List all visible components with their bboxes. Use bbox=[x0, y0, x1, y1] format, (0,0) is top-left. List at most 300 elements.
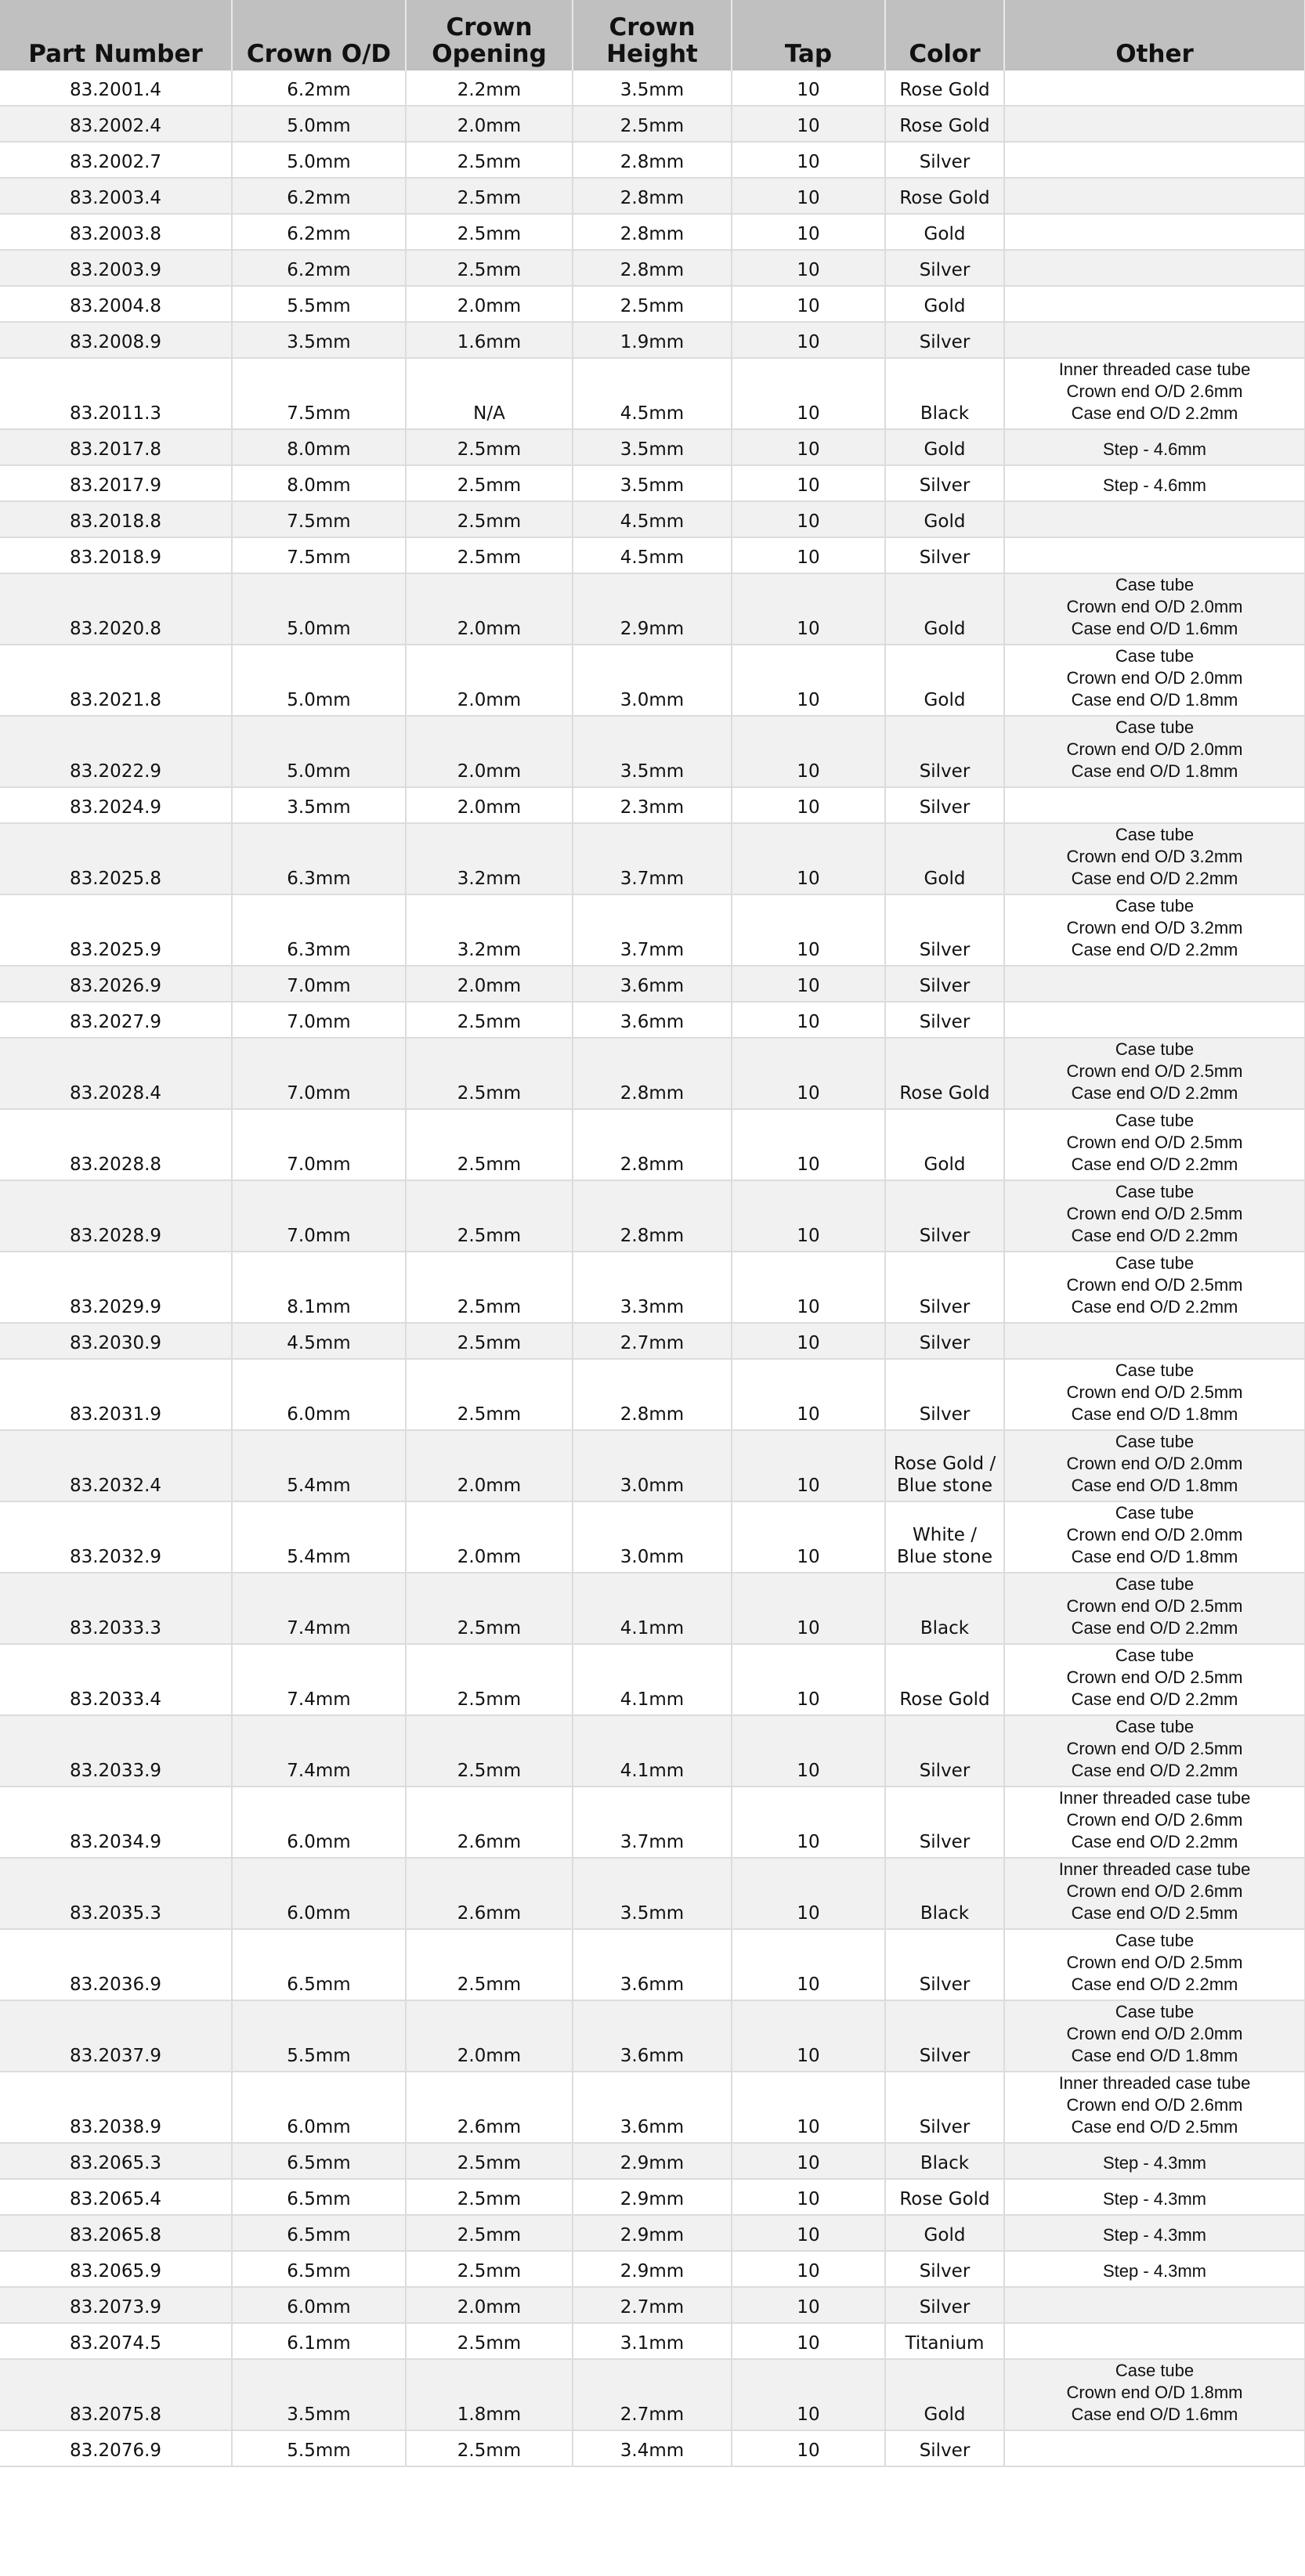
crown-od-cell: 7.0mm bbox=[232, 1002, 406, 1038]
other-cell: Case tube Crown end O/D 1.8mm Case end O/D 1.6mm bbox=[1004, 2359, 1305, 2430]
tap-cell: 10 bbox=[732, 573, 885, 645]
crown-opening-cell: 2.5mm bbox=[406, 178, 573, 214]
tap-cell: 10 bbox=[732, 2000, 885, 2072]
tap-cell: 10 bbox=[732, 1002, 885, 1038]
tap-cell: 10 bbox=[732, 1180, 885, 1252]
tap-cell: 10 bbox=[732, 716, 885, 787]
crown-opening-cell: 1.8mm bbox=[406, 2359, 573, 2430]
table-row bbox=[0, 178, 1305, 214]
color-cell: Gold bbox=[885, 2359, 1004, 2430]
crown-height-cell: 3.3mm bbox=[573, 1252, 732, 1323]
crown-height-cell: 4.1mm bbox=[573, 1644, 732, 1715]
part-number-cell: 83.2033.9 bbox=[0, 1715, 232, 1787]
crown-od-cell: 6.5mm bbox=[232, 2215, 406, 2251]
table-row bbox=[0, 1858, 1305, 1929]
other-cell: Inner threaded case tube Crown end O/D 2.6mm Case end O/D 2.2mm bbox=[1004, 1787, 1305, 1858]
crown-height-cell: 2.9mm bbox=[573, 2251, 732, 2287]
crown-height-cell: 3.0mm bbox=[573, 1430, 732, 1501]
other-cell bbox=[1004, 2323, 1305, 2359]
table-row bbox=[0, 1002, 1305, 1038]
table-row bbox=[0, 1644, 1305, 1715]
table-row bbox=[0, 2000, 1305, 2072]
part-number-cell: 83.2025.8 bbox=[0, 823, 232, 894]
crown-height-cell: 2.8mm bbox=[573, 1359, 732, 1430]
column-header-other: Other bbox=[1004, 0, 1305, 70]
crown-od-cell: 6.0mm bbox=[232, 1858, 406, 1929]
crown-height-cell: 3.5mm bbox=[573, 1858, 732, 1929]
part-number-cell: 83.2025.9 bbox=[0, 894, 232, 966]
crown-height-cell: 2.7mm bbox=[573, 2287, 732, 2323]
tap-cell: 10 bbox=[732, 1501, 885, 1573]
crown-height-cell: 2.8mm bbox=[573, 1180, 732, 1252]
crown-height-cell: 3.5mm bbox=[573, 70, 732, 106]
other-cell: Case tube Crown end O/D 2.5mm Case end O/D 2.2mm bbox=[1004, 1109, 1305, 1180]
crown-opening-cell: 2.0mm bbox=[406, 1430, 573, 1501]
part-number-cell: 83.2003.4 bbox=[0, 178, 232, 214]
other-cell: Case tube Crown end O/D 2.5mm Case end O/D 2.2mm bbox=[1004, 1715, 1305, 1787]
crown-opening-cell: 2.5mm bbox=[406, 1359, 573, 1430]
color-cell: Gold bbox=[885, 214, 1004, 250]
part-number-cell: 83.2017.8 bbox=[0, 429, 232, 465]
crown-opening-cell: 1.6mm bbox=[406, 322, 573, 358]
color-cell: Gold bbox=[885, 286, 1004, 322]
crown-opening-cell: 2.0mm bbox=[406, 2287, 573, 2323]
part-number-cell: 83.2065.4 bbox=[0, 2179, 232, 2215]
other-cell: Case tube Crown end O/D 2.0mm Case end O/D 1.6mm bbox=[1004, 573, 1305, 645]
part-number-cell: 83.2037.9 bbox=[0, 2000, 232, 2072]
part-number-cell: 83.2018.9 bbox=[0, 537, 232, 573]
crown-height-cell: 3.6mm bbox=[573, 1929, 732, 2000]
crown-opening-cell: 2.5mm bbox=[406, 1002, 573, 1038]
other-cell bbox=[1004, 501, 1305, 537]
crown-od-cell: 7.0mm bbox=[232, 966, 406, 1002]
table-row bbox=[0, 250, 1305, 286]
crown-opening-cell: 2.5mm bbox=[406, 1038, 573, 1109]
crown-opening-cell: 2.0mm bbox=[406, 787, 573, 823]
tap-cell: 10 bbox=[732, 537, 885, 573]
other-cell bbox=[1004, 178, 1305, 214]
crown-opening-cell: 3.2mm bbox=[406, 894, 573, 966]
crown-od-cell: 7.5mm bbox=[232, 501, 406, 537]
crown-opening-cell: 2.5mm bbox=[406, 142, 573, 178]
table-row bbox=[0, 106, 1305, 142]
other-cell bbox=[1004, 537, 1305, 573]
table-row bbox=[0, 465, 1305, 501]
table-row bbox=[0, 823, 1305, 894]
crown-opening-cell: 2.5mm bbox=[406, 2323, 573, 2359]
part-number-cell: 83.2004.8 bbox=[0, 286, 232, 322]
crown-opening-cell: 2.5mm bbox=[406, 1109, 573, 1180]
crown-height-cell: 3.4mm bbox=[573, 2430, 732, 2466]
other-cell: Case tube Crown end O/D 2.5mm Case end O/D 2.2mm bbox=[1004, 1038, 1305, 1109]
table-row bbox=[0, 716, 1305, 787]
tap-cell: 10 bbox=[732, 142, 885, 178]
other-cell bbox=[1004, 966, 1305, 1002]
tap-cell: 10 bbox=[732, 1359, 885, 1430]
crown-opening-cell: 2.5mm bbox=[406, 429, 573, 465]
column-header-crown-od: Crown O/D bbox=[232, 0, 406, 70]
color-cell: Black bbox=[885, 358, 1004, 429]
crown-height-cell: 2.9mm bbox=[573, 2179, 732, 2215]
other-cell: Case tube Crown end O/D 2.0mm Case end O/D 1.8mm bbox=[1004, 645, 1305, 716]
column-header-color: Color bbox=[885, 0, 1004, 70]
other-cell: Step - 4.3mm bbox=[1004, 2179, 1305, 2215]
part-number-cell: 83.2001.4 bbox=[0, 70, 232, 106]
table-row bbox=[0, 966, 1305, 1002]
table-row bbox=[0, 322, 1305, 358]
other-cell bbox=[1004, 250, 1305, 286]
tap-cell: 10 bbox=[732, 2215, 885, 2251]
part-number-cell: 83.2002.4 bbox=[0, 106, 232, 142]
part-number-cell: 83.2031.9 bbox=[0, 1359, 232, 1430]
color-cell: Silver bbox=[885, 966, 1004, 1002]
column-header-crown-height: Crown Height bbox=[573, 0, 732, 70]
crown-od-cell: 4.5mm bbox=[232, 1323, 406, 1359]
crown-height-cell: 3.6mm bbox=[573, 2072, 732, 2143]
crown-od-cell: 7.0mm bbox=[232, 1038, 406, 1109]
table-row bbox=[0, 1252, 1305, 1323]
other-cell bbox=[1004, 787, 1305, 823]
part-number-cell: 83.2021.8 bbox=[0, 645, 232, 716]
other-cell bbox=[1004, 322, 1305, 358]
table-row bbox=[0, 645, 1305, 716]
crown-height-cell: 2.8mm bbox=[573, 178, 732, 214]
tap-cell: 10 bbox=[732, 2359, 885, 2430]
crown-od-cell: 7.0mm bbox=[232, 1180, 406, 1252]
crown-od-cell: 5.5mm bbox=[232, 2430, 406, 2466]
other-cell: Case tube Crown end O/D 2.5mm Case end O/D 2.2mm bbox=[1004, 1929, 1305, 2000]
color-cell: Gold bbox=[885, 645, 1004, 716]
part-number-cell: 83.2033.3 bbox=[0, 1573, 232, 1644]
crown-opening-cell: 2.0mm bbox=[406, 645, 573, 716]
other-cell: Case tube Crown end O/D 3.2mm Case end O/D 2.2mm bbox=[1004, 823, 1305, 894]
crown-od-cell: 6.5mm bbox=[232, 1929, 406, 2000]
part-number-cell: 83.2032.4 bbox=[0, 1430, 232, 1501]
color-cell: Silver bbox=[885, 2072, 1004, 2143]
other-cell bbox=[1004, 106, 1305, 142]
part-number-cell: 83.2032.9 bbox=[0, 1501, 232, 1573]
crown-opening-cell: 2.5mm bbox=[406, 1180, 573, 1252]
color-cell: Silver bbox=[885, 1323, 1004, 1359]
color-cell: Rose Gold bbox=[885, 1038, 1004, 1109]
column-header-tap: Tap bbox=[732, 0, 885, 70]
crown-opening-cell: 2.6mm bbox=[406, 1858, 573, 1929]
color-cell: Silver bbox=[885, 1715, 1004, 1787]
crown-opening-cell: 2.0mm bbox=[406, 573, 573, 645]
tap-cell: 10 bbox=[732, 106, 885, 142]
tap-cell: 10 bbox=[732, 465, 885, 501]
crown-height-cell: 3.1mm bbox=[573, 2323, 732, 2359]
crown-od-cell: 6.2mm bbox=[232, 178, 406, 214]
part-number-cell: 83.2028.9 bbox=[0, 1180, 232, 1252]
other-cell: Step - 4.6mm bbox=[1004, 429, 1305, 465]
crown-opening-cell: 2.5mm bbox=[406, 1573, 573, 1644]
crown-od-cell: 6.2mm bbox=[232, 70, 406, 106]
part-number-cell: 83.2030.9 bbox=[0, 1323, 232, 1359]
part-number-cell: 83.2024.9 bbox=[0, 787, 232, 823]
crown-od-cell: 6.5mm bbox=[232, 2143, 406, 2179]
tap-cell: 10 bbox=[732, 1787, 885, 1858]
table-row bbox=[0, 1038, 1305, 1109]
other-cell: Case tube Crown end O/D 3.2mm Case end O/D 2.2mm bbox=[1004, 894, 1305, 966]
crown-height-cell: 3.0mm bbox=[573, 1501, 732, 1573]
part-number-cell: 83.2022.9 bbox=[0, 716, 232, 787]
part-number-cell: 83.2034.9 bbox=[0, 1787, 232, 1858]
crown-height-cell: 2.3mm bbox=[573, 787, 732, 823]
crown-od-cell: 8.0mm bbox=[232, 429, 406, 465]
crown-opening-cell: 2.5mm bbox=[406, 1252, 573, 1323]
crown-opening-cell: 2.2mm bbox=[406, 70, 573, 106]
color-cell: Silver bbox=[885, 716, 1004, 787]
crown-opening-cell: 2.5mm bbox=[406, 465, 573, 501]
part-number-cell: 83.2017.9 bbox=[0, 465, 232, 501]
tap-cell: 10 bbox=[732, 1858, 885, 1929]
crown-od-cell: 7.4mm bbox=[232, 1573, 406, 1644]
crown-od-cell: 5.0mm bbox=[232, 142, 406, 178]
tap-cell: 10 bbox=[732, 1430, 885, 1501]
crown-height-cell: 2.7mm bbox=[573, 2359, 732, 2430]
crown-od-cell: 7.4mm bbox=[232, 1715, 406, 1787]
other-cell: Case tube Crown end O/D 2.5mm Case end O/D 2.2mm bbox=[1004, 1644, 1305, 1715]
color-cell: Black bbox=[885, 1573, 1004, 1644]
color-cell: Silver bbox=[885, 1787, 1004, 1858]
crown-height-cell: 4.5mm bbox=[573, 501, 732, 537]
crown-od-cell: 5.4mm bbox=[232, 1430, 406, 1501]
tap-cell: 10 bbox=[732, 1715, 885, 1787]
other-cell: Case tube Crown end O/D 2.5mm Case end O/D 2.2mm bbox=[1004, 1573, 1305, 1644]
other-cell: Case tube Crown end O/D 2.0mm Case end O/D 1.8mm bbox=[1004, 1501, 1305, 1573]
crown-height-cell: 2.8mm bbox=[573, 1109, 732, 1180]
tap-cell: 10 bbox=[732, 178, 885, 214]
table-row bbox=[0, 2072, 1305, 2143]
crown-height-cell: 4.1mm bbox=[573, 1573, 732, 1644]
crown-od-cell: 6.5mm bbox=[232, 2179, 406, 2215]
other-cell bbox=[1004, 2430, 1305, 2466]
crown-height-cell: 3.7mm bbox=[573, 894, 732, 966]
tap-cell: 10 bbox=[732, 1038, 885, 1109]
crown-opening-cell: 2.5mm bbox=[406, 2430, 573, 2466]
crown-od-cell: 6.0mm bbox=[232, 1787, 406, 1858]
table-body bbox=[0, 70, 1305, 2466]
part-number-cell: 83.2038.9 bbox=[0, 2072, 232, 2143]
other-cell: Inner threaded case tube Crown end O/D 2.6mm Case end O/D 2.2mm bbox=[1004, 358, 1305, 429]
crown-opening-cell: 2.5mm bbox=[406, 1323, 573, 1359]
crown-height-cell: 4.5mm bbox=[573, 358, 732, 429]
tap-cell: 10 bbox=[732, 894, 885, 966]
color-cell: Black bbox=[885, 2143, 1004, 2179]
table-row bbox=[0, 1109, 1305, 1180]
crown-opening-cell: 2.5mm bbox=[406, 1644, 573, 1715]
color-cell: Rose Gold bbox=[885, 106, 1004, 142]
color-cell: Silver bbox=[885, 1252, 1004, 1323]
tap-cell: 10 bbox=[732, 2287, 885, 2323]
color-cell: Silver bbox=[885, 787, 1004, 823]
table-row bbox=[0, 2323, 1305, 2359]
tap-cell: 10 bbox=[732, 823, 885, 894]
crown-od-cell: 5.5mm bbox=[232, 2000, 406, 2072]
crown-od-cell: 7.5mm bbox=[232, 537, 406, 573]
table-row bbox=[0, 2179, 1305, 2215]
table-row bbox=[0, 1501, 1305, 1573]
tap-cell: 10 bbox=[732, 1573, 885, 1644]
part-number-cell: 83.2028.4 bbox=[0, 1038, 232, 1109]
tap-cell: 10 bbox=[732, 286, 885, 322]
color-cell: Rose Gold bbox=[885, 1644, 1004, 1715]
table-row bbox=[0, 787, 1305, 823]
table-row bbox=[0, 1359, 1305, 1430]
crown-od-cell: 5.0mm bbox=[232, 573, 406, 645]
color-cell: Gold bbox=[885, 1109, 1004, 1180]
part-number-cell: 83.2065.9 bbox=[0, 2251, 232, 2287]
crown-od-cell: 6.2mm bbox=[232, 214, 406, 250]
crown-height-cell: 3.7mm bbox=[573, 823, 732, 894]
crown-od-cell: 3.5mm bbox=[232, 2359, 406, 2430]
color-cell: Gold bbox=[885, 2215, 1004, 2251]
tap-cell: 10 bbox=[732, 1252, 885, 1323]
crown-od-cell: 7.0mm bbox=[232, 1109, 406, 1180]
crown-opening-cell: 2.0mm bbox=[406, 716, 573, 787]
crown-opening-cell: 2.0mm bbox=[406, 966, 573, 1002]
part-number-cell: 83.2027.9 bbox=[0, 1002, 232, 1038]
crown-height-cell: 2.5mm bbox=[573, 286, 732, 322]
crown-opening-cell: 2.5mm bbox=[406, 250, 573, 286]
crown-od-cell: 5.5mm bbox=[232, 286, 406, 322]
crown-od-cell: 6.3mm bbox=[232, 823, 406, 894]
table-row bbox=[0, 537, 1305, 573]
crown-height-cell: 3.6mm bbox=[573, 966, 732, 1002]
crown-height-cell: 2.8mm bbox=[573, 250, 732, 286]
crown-opening-cell: 2.5mm bbox=[406, 2251, 573, 2287]
part-number-cell: 83.2033.4 bbox=[0, 1644, 232, 1715]
other-cell bbox=[1004, 142, 1305, 178]
color-cell: Silver bbox=[885, 1359, 1004, 1430]
color-cell: Silver bbox=[885, 1929, 1004, 2000]
part-number-cell: 83.2029.9 bbox=[0, 1252, 232, 1323]
crown-od-cell: 6.3mm bbox=[232, 894, 406, 966]
color-cell: Rose Gold bbox=[885, 70, 1004, 106]
table-row bbox=[0, 1929, 1305, 2000]
tap-cell: 10 bbox=[732, 250, 885, 286]
crown-od-cell: 5.0mm bbox=[232, 106, 406, 142]
tap-cell: 10 bbox=[732, 1323, 885, 1359]
table-row bbox=[0, 1573, 1305, 1644]
other-cell bbox=[1004, 70, 1305, 106]
crown-od-cell: 5.0mm bbox=[232, 645, 406, 716]
column-header-part-number: Part Number bbox=[0, 0, 232, 70]
tap-cell: 10 bbox=[732, 2179, 885, 2215]
table-row bbox=[0, 286, 1305, 322]
crown-opening-cell: 2.5mm bbox=[406, 2215, 573, 2251]
crown-opening-cell: 2.5mm bbox=[406, 537, 573, 573]
crown-height-cell: 3.5mm bbox=[573, 429, 732, 465]
table-header bbox=[0, 0, 1305, 70]
tap-cell: 10 bbox=[732, 214, 885, 250]
other-cell bbox=[1004, 286, 1305, 322]
crown-opening-cell: 2.0mm bbox=[406, 1501, 573, 1573]
table-row bbox=[0, 573, 1305, 645]
part-number-cell: 83.2020.8 bbox=[0, 573, 232, 645]
crown-od-cell: 6.2mm bbox=[232, 250, 406, 286]
table-row bbox=[0, 214, 1305, 250]
other-cell: Step - 4.3mm bbox=[1004, 2143, 1305, 2179]
other-cell: Case tube Crown end O/D 2.0mm Case end O/D 1.8mm bbox=[1004, 716, 1305, 787]
other-cell bbox=[1004, 1002, 1305, 1038]
table-row bbox=[0, 2251, 1305, 2287]
crown-height-cell: 3.7mm bbox=[573, 1787, 732, 1858]
table-row bbox=[0, 2287, 1305, 2323]
color-cell: Gold bbox=[885, 823, 1004, 894]
table-row bbox=[0, 894, 1305, 966]
other-cell: Case tube Crown end O/D 2.0mm Case end O/D 1.8mm bbox=[1004, 2000, 1305, 2072]
crown-height-cell: 4.5mm bbox=[573, 537, 732, 573]
color-cell: Titanium bbox=[885, 2323, 1004, 2359]
tap-cell: 10 bbox=[732, 2251, 885, 2287]
tap-cell: 10 bbox=[732, 358, 885, 429]
other-cell: Step - 4.6mm bbox=[1004, 465, 1305, 501]
color-cell: Silver bbox=[885, 322, 1004, 358]
crown-od-cell: 6.0mm bbox=[232, 1359, 406, 1430]
part-number-cell: 83.2075.8 bbox=[0, 2359, 232, 2430]
tap-cell: 10 bbox=[732, 2072, 885, 2143]
crown-od-cell: 6.1mm bbox=[232, 2323, 406, 2359]
crown-opening-cell: 2.0mm bbox=[406, 106, 573, 142]
table-row bbox=[0, 2430, 1305, 2466]
crown-opening-cell: 2.5mm bbox=[406, 2179, 573, 2215]
crown-height-cell: 3.6mm bbox=[573, 2000, 732, 2072]
crown-opening-cell: 3.2mm bbox=[406, 823, 573, 894]
other-cell: Inner threaded case tube Crown end O/D 2.6mm Case end O/D 2.5mm bbox=[1004, 1858, 1305, 1929]
tap-cell: 10 bbox=[732, 70, 885, 106]
crown-od-cell: 7.5mm bbox=[232, 358, 406, 429]
color-cell: Silver bbox=[885, 2430, 1004, 2466]
part-number-cell: 83.2036.9 bbox=[0, 1929, 232, 2000]
crown-height-cell: 3.5mm bbox=[573, 716, 732, 787]
other-cell bbox=[1004, 214, 1305, 250]
color-cell: Silver bbox=[885, 142, 1004, 178]
part-number-cell: 83.2011.3 bbox=[0, 358, 232, 429]
crown-height-cell: 2.5mm bbox=[573, 106, 732, 142]
part-number-cell: 83.2026.9 bbox=[0, 966, 232, 1002]
tap-cell: 10 bbox=[732, 1929, 885, 2000]
crown-height-cell: 2.9mm bbox=[573, 2215, 732, 2251]
crown-height-cell: 2.8mm bbox=[573, 214, 732, 250]
other-cell: Step - 4.3mm bbox=[1004, 2215, 1305, 2251]
crown-opening-cell: 2.5mm bbox=[406, 501, 573, 537]
part-number-cell: 83.2018.8 bbox=[0, 501, 232, 537]
part-number-cell: 83.2002.7 bbox=[0, 142, 232, 178]
color-cell: White / Blue stone bbox=[885, 1501, 1004, 1573]
color-cell: Silver bbox=[885, 465, 1004, 501]
crown-od-cell: 3.5mm bbox=[232, 322, 406, 358]
part-number-cell: 83.2035.3 bbox=[0, 1858, 232, 1929]
other-cell: Case tube Crown end O/D 2.5mm Case end O/D 2.2mm bbox=[1004, 1180, 1305, 1252]
crown-opening-cell: 2.0mm bbox=[406, 286, 573, 322]
color-cell: Gold bbox=[885, 429, 1004, 465]
table-row bbox=[0, 70, 1305, 106]
table-row bbox=[0, 1180, 1305, 1252]
tap-cell: 10 bbox=[732, 645, 885, 716]
color-cell: Silver bbox=[885, 537, 1004, 573]
table-row bbox=[0, 1430, 1305, 1501]
other-cell: Case tube Crown end O/D 2.0mm Case end O/D 1.8mm bbox=[1004, 1430, 1305, 1501]
table-row bbox=[0, 358, 1305, 429]
tap-cell: 10 bbox=[732, 2430, 885, 2466]
table-row bbox=[0, 2215, 1305, 2251]
part-number-cell: 83.2073.9 bbox=[0, 2287, 232, 2323]
tap-cell: 10 bbox=[732, 787, 885, 823]
table-row bbox=[0, 2143, 1305, 2179]
crown-od-cell: 7.4mm bbox=[232, 1644, 406, 1715]
